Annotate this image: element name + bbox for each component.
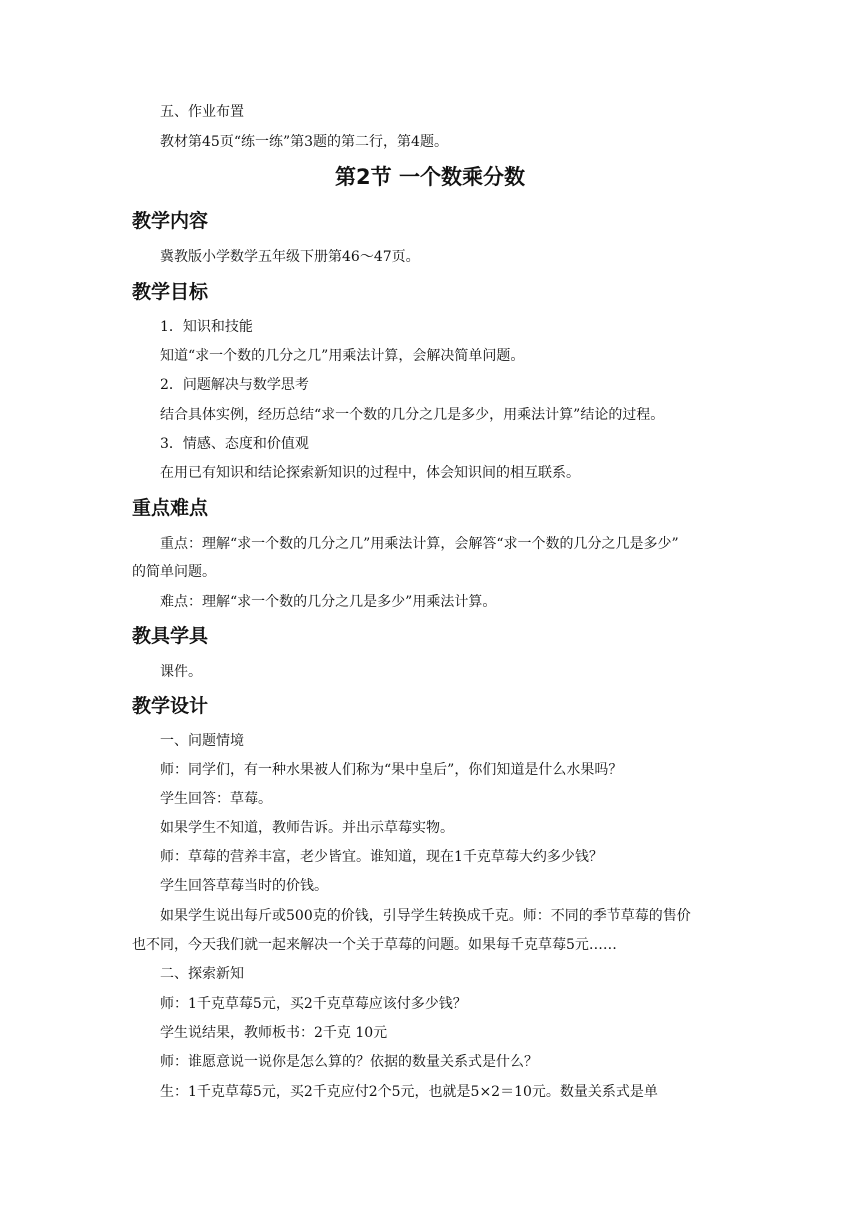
design-line: 师：谁愿意说一说你是怎么算的？依据的数量关系式是什么？ xyxy=(160,1054,538,1070)
homework-heading: 五、作业布置 xyxy=(160,104,244,120)
design-line: 生：1千克草莓5元，买2千克应付2个5元，也就是5×2＝10元。数量关系式是单 xyxy=(160,1084,658,1100)
design-line: 学生回答：草莓。 xyxy=(160,791,272,807)
goal-line: 1．知识和技能 xyxy=(160,319,253,335)
design-line: 也不同，今天我们就一起来解决一个关于草莓的问题。如果每千克草莓5元…… xyxy=(132,937,617,953)
section-title: 第2节 一个数乘分数 xyxy=(335,165,525,189)
design-line: 师：草莓的营养丰富，老少皆宜。谁知道，现在1千克草莓大约多少钱？ xyxy=(160,849,603,865)
tools-text: 课件。 xyxy=(160,664,202,680)
design-line: 二、探索新知 xyxy=(160,966,244,982)
content-heading: 教学内容 xyxy=(132,210,209,232)
content-text: 冀教版小学数学五年级下册第46～47页。 xyxy=(160,249,420,265)
goal-line: 知道“求一个数的几分之几”用乘法计算，会解决简单问题。 xyxy=(160,348,525,364)
goal-line: 结合具体实例，经历总结“求一个数的几分之几是多少，用乘法计算”结论的过程。 xyxy=(160,407,665,423)
design-line: 学生说结果，教师板书：2千克 10元 xyxy=(160,1025,388,1041)
design-line: 学生回答草莓当时的价钱。 xyxy=(160,878,328,894)
design-line: 一、问题情境 xyxy=(160,733,244,749)
design-line: 师：同学们，有一种水果被人们称为“果中皇后”，你们知道是什么水果吗？ xyxy=(160,762,623,778)
tools-heading: 教具学具 xyxy=(132,625,209,647)
homework-text: 教材第45页“练一练”第3题的第二行，第4题。 xyxy=(160,134,448,150)
goal-line: 3．情感、态度和价值观 xyxy=(160,436,309,452)
keypoint-line: 难点：理解“求一个数的几分之几是多少”用乘法计算。 xyxy=(160,594,497,610)
design-line: 师：1千克草莓5元，买2千克草莓应该付多少钱？ xyxy=(160,996,467,1012)
goal-line: 2．问题解决与数学思考 xyxy=(160,377,309,393)
keypoint-line: 重点：理解“求一个数的几分之几”用乘法计算，会解答“求一个数的几分之几是多少” xyxy=(160,536,679,552)
design-line: 如果学生说出每斤或500克的价钱，引导学生转换成千克。师：不同的季节草莓的售价 xyxy=(160,908,691,924)
keypoint-line: 的简单问题。 xyxy=(132,564,216,580)
goals-heading: 教学目标 xyxy=(132,281,209,303)
design-heading: 教学设计 xyxy=(132,695,209,717)
keypoints-heading: 重点难点 xyxy=(132,497,209,519)
design-line: 如果学生不知道，教师告诉。并出示草莓实物。 xyxy=(160,820,454,836)
goal-line: 在用已有知识和结论探索新知识的过程中，体会知识间的相互联系。 xyxy=(160,465,580,481)
